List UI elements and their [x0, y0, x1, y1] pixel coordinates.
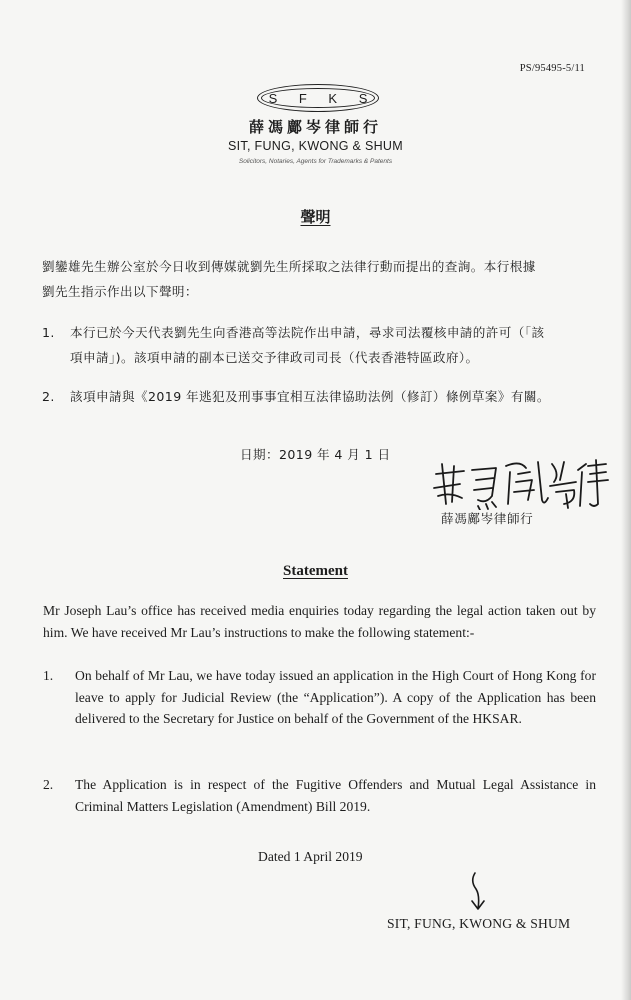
item-line: 該項申請與《2019 年逃犯及刑事事宜相互法律協助法例（修訂）條例草案》有關。: [70, 389, 550, 404]
firm-name-chinese: 薛馮鄺岑律師行: [248, 118, 382, 136]
item-text: [70, 384, 602, 409]
item-line: 本行已於今天代表劉先生向香港高等法院作出申請，尋求司法覆核申請的許可（「該: [70, 325, 545, 340]
chinese-item-2: [42, 384, 602, 409]
chinese-intro: [42, 254, 602, 304]
chinese-intro-line: 劉先生指示作出以下聲明：: [42, 284, 198, 299]
english-date: Dated 1 April 2019: [258, 849, 363, 864]
item-text: The Application is in respect of the Fugitive Offenders and Mutual Legal Assistance in Criminal Matters Legislation (Amendment) Bill 2019.: [75, 777, 596, 814]
english-heading: Statement: [283, 563, 348, 579]
reference-number: PS/95495-5/11: [519, 63, 585, 74]
firm-name-english: SIT, FUNG, KWONG & SHUM: [228, 139, 403, 153]
item-number: 2.: [43, 777, 54, 792]
english-item-1: [43, 665, 596, 730]
chinese-signatory: 薛馮鄺岑律師行: [441, 511, 534, 526]
chinese-date: 日期：2019 年 4 月 1 日: [240, 447, 391, 462]
item-number: 1.: [43, 668, 54, 683]
item-line: 項申請」)。該項申請的副本已送交予律政司司長（代表香港特區政府）。: [70, 350, 479, 365]
firm-tagline: Solicitors, Notaries, Agents for Trademarks & Patents: [238, 158, 393, 165]
signature-mark: [466, 871, 492, 911]
english-intro: Mr Joseph Lau’s office has received media enquiries today regarding the legal action taken out by him. We have received Mr Lau’s instructions to make the following statement:-: [43, 603, 596, 640]
chinese-heading: 聲明: [300, 208, 331, 226]
handwritten-signature: [430, 452, 620, 510]
item-number: 2.: [42, 389, 55, 404]
english-item-2: [43, 774, 596, 817]
english-signatory: SIT, FUNG, KWONG & SHUM: [387, 916, 571, 931]
firm-logo-letters: S F K S: [268, 90, 377, 106]
chinese-intro-line: 劉鑾雄先生辦公室於今日收到傳媒就劉先生所採取之法律行動而提出的查詢。本行根據: [42, 259, 536, 274]
item-number: 1.: [42, 325, 55, 340]
item-text: [70, 320, 602, 370]
chinese-item-1: [42, 320, 602, 370]
item-text: On behalf of Mr Lau, we have today issued an application in the High Court of Hong Kong for leave to apply for Judicial Review (the “Application”). A copy of the Application has been delivered to the Secretary for Justice on behalf of the Government of the HKSAR.: [75, 668, 596, 726]
